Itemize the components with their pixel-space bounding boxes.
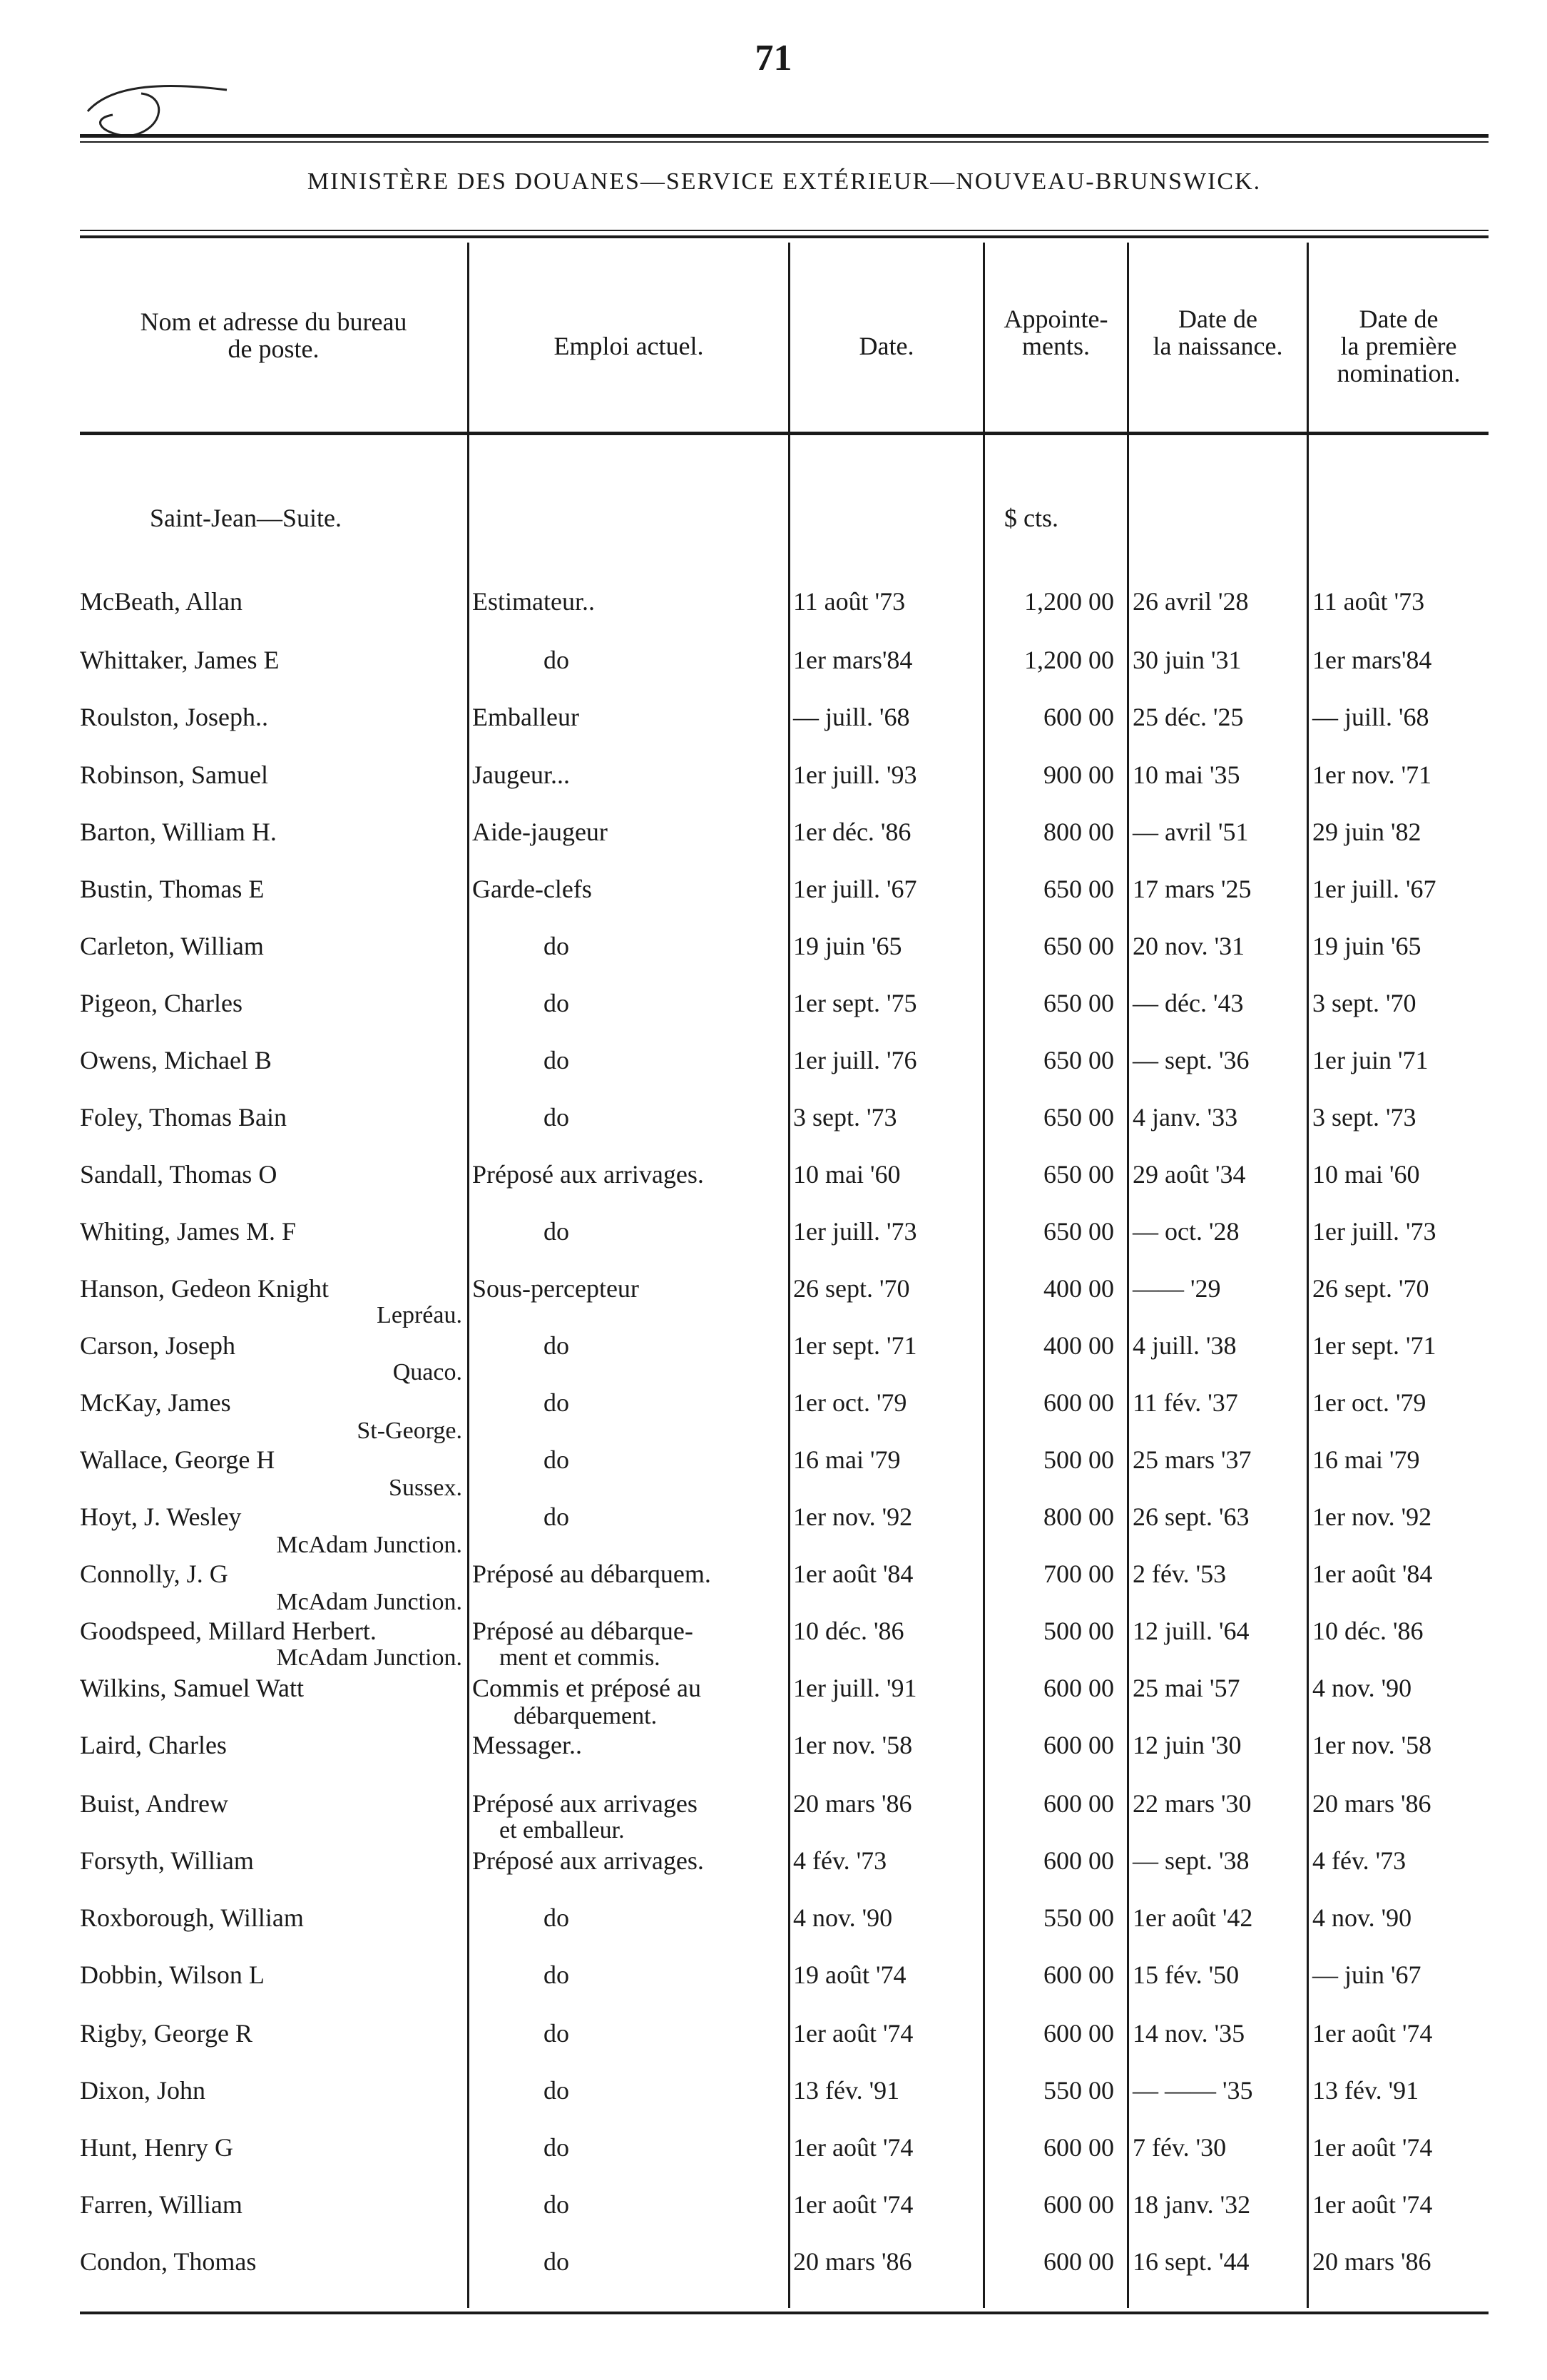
cell-appt: 600 00 (1043, 1674, 1114, 1702)
cell-emploi: do (543, 1046, 569, 1074)
cell-birth: 26 avril '28 (1133, 587, 1249, 616)
cell-emploi: Préposé aux arrivages (472, 1789, 698, 1818)
cell-date: 3 sept. '73 (793, 1103, 897, 1131)
cell-first: 19 juin '65 (1312, 932, 1421, 960)
cell-birth: 12 juill. '64 (1133, 1617, 1250, 1645)
cell-first: 1er nov. '71 (1312, 761, 1432, 789)
cell-appt: 650 00 (1043, 989, 1114, 1017)
cell-emploi: do (543, 1103, 569, 1131)
cell-date: 10 déc. '86 (793, 1617, 904, 1645)
cell-date: 1er nov. '92 (793, 1502, 913, 1531)
cell-first: 1er nov. '92 (1312, 1502, 1432, 1531)
cell-appt: 900 00 (1043, 761, 1114, 789)
cell-name: Wallace, George H (80, 1445, 275, 1474)
header-appointements: Appointe- ments. (1004, 305, 1108, 360)
cell-first: 1er août '74 (1312, 2190, 1433, 2219)
column-divider (1307, 243, 1309, 2308)
cell-appt: 650 00 (1043, 1046, 1114, 1074)
cell-date: 1er juill. '67 (793, 875, 917, 903)
cell-first: 13 fév. '91 (1312, 2076, 1419, 2105)
cell-emploi: do (543, 1217, 569, 1246)
cell-first: — juill. '68 (1312, 703, 1429, 731)
header-birth-date: Date de la naissance. (1153, 305, 1283, 360)
cell-date: 20 mars '86 (793, 1789, 912, 1818)
cell-first: 11 août '73 (1312, 587, 1425, 616)
cell-appt: 1,200 00 (1024, 646, 1114, 674)
cell-appt: 650 00 (1043, 1217, 1114, 1246)
location-label: St-George. (357, 1418, 462, 1444)
cell-emploi: do (543, 1502, 569, 1531)
cell-emploi: do (543, 1331, 569, 1360)
cell-emploi: do (543, 2019, 569, 2048)
cell-appt: 800 00 (1043, 818, 1114, 846)
cell-emploi: Estimateur.. (472, 587, 595, 616)
cell-name: Hoyt, J. Wesley (80, 1502, 242, 1531)
cell-birth: — oct. '28 (1133, 1217, 1240, 1246)
cell-date: 1er mars'84 (793, 646, 913, 674)
cell-name: McKay, James (80, 1388, 231, 1417)
cell-first: 1er oct. '79 (1312, 1388, 1426, 1417)
cell-birth: 15 fév. '50 (1133, 1961, 1240, 1989)
cell-date: 1er août '74 (793, 2190, 914, 2219)
cell-birth: 25 mai '57 (1133, 1674, 1240, 1702)
page-number: 71 (755, 38, 792, 78)
cell-name: Laird, Charles (80, 1731, 227, 1759)
cell-emploi: do (543, 1961, 569, 1989)
emploi-continuation: ment et commis. (499, 1644, 660, 1671)
cell-first: 1er août '74 (1312, 2019, 1433, 2048)
cell-birth: 4 juill. '38 (1133, 1331, 1237, 1360)
cell-name: Goodspeed, Millard Herbert. (80, 1617, 377, 1645)
cell-date: 1er sept. '71 (793, 1331, 917, 1360)
section-heading: Saint-Jean—Suite. (150, 504, 342, 532)
cell-name: Pigeon, Charles (80, 989, 242, 1017)
cell-emploi: do (543, 1445, 569, 1474)
cell-birth: 22 mars '30 (1133, 1789, 1252, 1818)
cell-birth: — sept. '38 (1133, 1846, 1250, 1875)
cell-emploi: Jaugeur... (472, 761, 570, 789)
column-divider (983, 243, 985, 2308)
cell-appt: 600 00 (1043, 1961, 1114, 1989)
cell-birth: — sept. '36 (1133, 1046, 1250, 1074)
cell-appt: 550 00 (1043, 1903, 1114, 1932)
cell-name: Foley, Thomas Bain (80, 1103, 287, 1131)
cell-name: Farren, William (80, 2190, 242, 2219)
cell-emploi: Messager.. (472, 1731, 582, 1759)
cell-birth: 16 sept. '44 (1133, 2247, 1250, 2276)
cell-first: 16 mai '79 (1312, 1445, 1420, 1474)
cell-birth: 26 sept. '63 (1133, 1502, 1250, 1531)
cell-name: Forsyth, William (80, 1846, 254, 1875)
cell-appt: 500 00 (1043, 1445, 1114, 1474)
cell-emploi: do (543, 2247, 569, 2276)
cell-appt: 600 00 (1043, 1789, 1114, 1818)
cell-first: 1er août '84 (1312, 1560, 1433, 1588)
cell-date: 1er nov. '58 (793, 1731, 913, 1759)
cell-appt: 600 00 (1043, 1846, 1114, 1875)
cell-birth: 10 mai '35 (1133, 761, 1240, 789)
cell-date: 13 fév. '91 (793, 2076, 900, 2105)
cell-emploi: Sous-percepteur (472, 1274, 639, 1303)
cell-date: 1er août '84 (793, 1560, 914, 1588)
cell-appt: 550 00 (1043, 2076, 1114, 2105)
cell-birth: 30 juin '31 (1133, 646, 1242, 674)
cell-name: Carson, Joseph (80, 1331, 235, 1360)
cell-emploi: Emballeur (472, 703, 579, 731)
cell-birth: 20 nov. '31 (1133, 932, 1245, 960)
cell-first: 1er août '74 (1312, 2133, 1433, 2162)
header-date: Date. (859, 332, 914, 360)
rule-header-top-1 (80, 230, 1489, 231)
cell-emploi: do (543, 646, 569, 674)
header-emploi: Emploi actuel. (553, 332, 704, 360)
cell-birth: 1er août '42 (1133, 1903, 1253, 1932)
cell-date: 1er sept. '75 (793, 989, 917, 1017)
cell-first: 1er mars'84 (1312, 646, 1432, 674)
cell-first: 4 fév. '73 (1312, 1846, 1406, 1875)
cell-emploi: Garde-clefs (472, 875, 592, 903)
cell-date: 11 août '73 (793, 587, 906, 616)
cell-appt: 600 00 (1043, 2190, 1114, 2219)
cell-birth: — déc. '43 (1133, 989, 1244, 1017)
cell-birth: — avril '51 (1133, 818, 1249, 846)
cell-name: Hunt, Henry G (80, 2133, 233, 2162)
cell-first: 4 nov. '90 (1312, 1674, 1412, 1702)
cell-emploi: do (543, 1903, 569, 1932)
cell-name: Bustin, Thomas E (80, 875, 265, 903)
cell-date: 19 juin '65 (793, 932, 902, 960)
cell-birth: 7 fév. '30 (1133, 2133, 1227, 2162)
cell-first: 20 mars '86 (1312, 1789, 1431, 1818)
cell-emploi: do (543, 1388, 569, 1417)
cell-date: 1er août '74 (793, 2019, 914, 2048)
cell-first: 20 mars '86 (1312, 2247, 1431, 2276)
cell-appt: 600 00 (1043, 2247, 1114, 2276)
cell-emploi: Préposé aux arrivages. (472, 1160, 704, 1189)
cell-date: 10 mai '60 (793, 1160, 901, 1189)
cell-emploi: Préposé aux arrivages. (472, 1846, 704, 1875)
cell-name: Connolly, J. G (80, 1560, 228, 1588)
cell-date: 4 nov. '90 (793, 1903, 893, 1932)
cell-first: 3 sept. '70 (1312, 989, 1416, 1017)
cell-birth: 11 fév. '37 (1133, 1388, 1238, 1417)
cell-emploi: do (543, 989, 569, 1017)
cell-date: 1er juill. '93 (793, 761, 917, 789)
rule-top-1 (80, 134, 1489, 138)
currency-unit: $ cts. (1004, 504, 1058, 532)
cell-birth: 12 juin '30 (1133, 1731, 1242, 1759)
cell-emploi: Préposé au débarquem. (472, 1560, 711, 1588)
location-label: Quaco. (392, 1359, 462, 1385)
rule-bottom (80, 2312, 1489, 2314)
cell-first: 3 sept. '73 (1312, 1103, 1416, 1131)
column-divider (1127, 243, 1129, 2308)
cell-appt: 600 00 (1043, 2019, 1114, 2048)
cell-birth: 25 déc. '25 (1133, 703, 1244, 731)
ornament-scribble (84, 68, 234, 140)
cell-first: 29 juin '82 (1312, 818, 1421, 846)
cell-birth: 4 janv. '33 (1133, 1103, 1238, 1131)
rule-header-top-2 (80, 235, 1489, 238)
cell-name: Roulston, Joseph.. (80, 703, 269, 731)
cell-name: Whiting, James M. F (80, 1217, 296, 1246)
cell-birth: — —— '35 (1133, 2076, 1253, 2105)
cell-date: 19 août '74 (793, 1961, 907, 1989)
cell-birth: 18 janv. '32 (1133, 2190, 1251, 2219)
emploi-continuation: débarquement. (514, 1703, 658, 1729)
cell-first: 1er nov. '58 (1312, 1731, 1432, 1759)
cell-date: 1er août '74 (793, 2133, 914, 2162)
cell-emploi: do (543, 932, 569, 960)
cell-date: 20 mars '86 (793, 2247, 912, 2276)
cell-date: 1er déc. '86 (793, 818, 912, 846)
column-divider (467, 243, 469, 2308)
location-label: McAdam Junction. (276, 1532, 462, 1558)
cell-first: 4 nov. '90 (1312, 1903, 1412, 1932)
cell-appt: 600 00 (1043, 1731, 1114, 1759)
cell-appt: 1,200 00 (1024, 587, 1114, 616)
cell-first: 1er juill. '67 (1312, 875, 1436, 903)
cell-first: 10 déc. '86 (1312, 1617, 1424, 1645)
cell-first: 1er juin '71 (1312, 1046, 1429, 1074)
cell-name: Carleton, William (80, 932, 264, 960)
cell-name: Dobbin, Wilson L (80, 1961, 265, 1989)
cell-name: Whittaker, James E (80, 646, 280, 674)
cell-appt: 500 00 (1043, 1617, 1114, 1645)
cell-date: 26 sept. '70 (793, 1274, 910, 1303)
cell-appt: 400 00 (1043, 1331, 1114, 1360)
cell-appt: 600 00 (1043, 2133, 1114, 2162)
cell-name: Wilkins, Samuel Watt (80, 1674, 304, 1702)
emploi-continuation: et emballeur. (499, 1817, 625, 1844)
cell-appt: 700 00 (1043, 1560, 1114, 1588)
header-first-nomination: Date de la première nomination. (1337, 305, 1461, 387)
cell-first: 1er juill. '73 (1312, 1217, 1436, 1246)
cell-name: Rigby, George R (80, 2019, 252, 2048)
cell-appt: 600 00 (1043, 703, 1114, 731)
cell-name: Hanson, Gedeon Knight (80, 1274, 329, 1303)
cell-emploi: Aide-jaugeur (472, 818, 608, 846)
cell-appt: 650 00 (1043, 1103, 1114, 1131)
cell-emploi: Préposé au débarque- (472, 1617, 693, 1645)
header-name: Nom et adresse du bureau de poste. (140, 307, 407, 363)
cell-appt: 650 00 (1043, 932, 1114, 960)
cell-first: 1er sept. '71 (1312, 1331, 1436, 1360)
cell-name: Buist, Andrew (80, 1789, 229, 1818)
cell-name: McBeath, Allan (80, 587, 242, 616)
cell-name: Dixon, John (80, 2076, 206, 2105)
cell-appt: 800 00 (1043, 1502, 1114, 1531)
cell-name: Sandall, Thomas O (80, 1160, 277, 1189)
location-label: Sussex. (389, 1475, 462, 1501)
cell-date: — juill. '68 (793, 703, 910, 731)
cell-name: Condon, Thomas (80, 2247, 257, 2276)
cell-name: Owens, Michael B (80, 1046, 272, 1074)
cell-date: 1er juill. '91 (793, 1674, 917, 1702)
cell-emploi: do (543, 2133, 569, 2162)
cell-emploi: Commis et préposé au (472, 1674, 701, 1702)
location-label: Lepréau. (377, 1302, 462, 1328)
cell-birth: 17 mars '25 (1133, 875, 1252, 903)
cell-date: 1er oct. '79 (793, 1388, 907, 1417)
cell-emploi: do (543, 2190, 569, 2219)
rule-header-bottom (80, 432, 1489, 435)
cell-emploi: do (543, 2076, 569, 2105)
cell-appt: 600 00 (1043, 1388, 1114, 1417)
cell-birth: 29 août '34 (1133, 1160, 1246, 1189)
cell-name: Robinson, Samuel (80, 761, 269, 789)
cell-date: 1er juill. '76 (793, 1046, 917, 1074)
cell-name: Barton, William H. (80, 818, 277, 846)
cell-birth: 14 nov. '35 (1133, 2019, 1245, 2048)
cell-name: Roxborough, William (80, 1903, 304, 1932)
cell-birth: 2 fév. '53 (1133, 1560, 1227, 1588)
column-divider (788, 243, 790, 2308)
cell-first: 26 sept. '70 (1312, 1274, 1429, 1303)
cell-first: 10 mai '60 (1312, 1160, 1420, 1189)
cell-birth: 25 mars '37 (1133, 1445, 1252, 1474)
cell-date: 16 mai '79 (793, 1445, 901, 1474)
page-title: MINISTÈRE DES DOUANES—SERVICE EXTÉRIEUR—NOUVEAU-BRUNSWICK. (307, 168, 1262, 195)
cell-first: — juin '67 (1312, 1961, 1421, 1989)
cell-date: 1er juill. '73 (793, 1217, 917, 1246)
cell-birth: —— '29 (1133, 1274, 1221, 1303)
cell-appt: 400 00 (1043, 1274, 1114, 1303)
location-label: McAdam Junction. (276, 1644, 462, 1671)
cell-appt: 650 00 (1043, 875, 1114, 903)
cell-appt: 650 00 (1043, 1160, 1114, 1189)
location-label: McAdam Junction. (276, 1589, 462, 1615)
rule-top-2 (80, 141, 1489, 143)
cell-date: 4 fév. '73 (793, 1846, 887, 1875)
